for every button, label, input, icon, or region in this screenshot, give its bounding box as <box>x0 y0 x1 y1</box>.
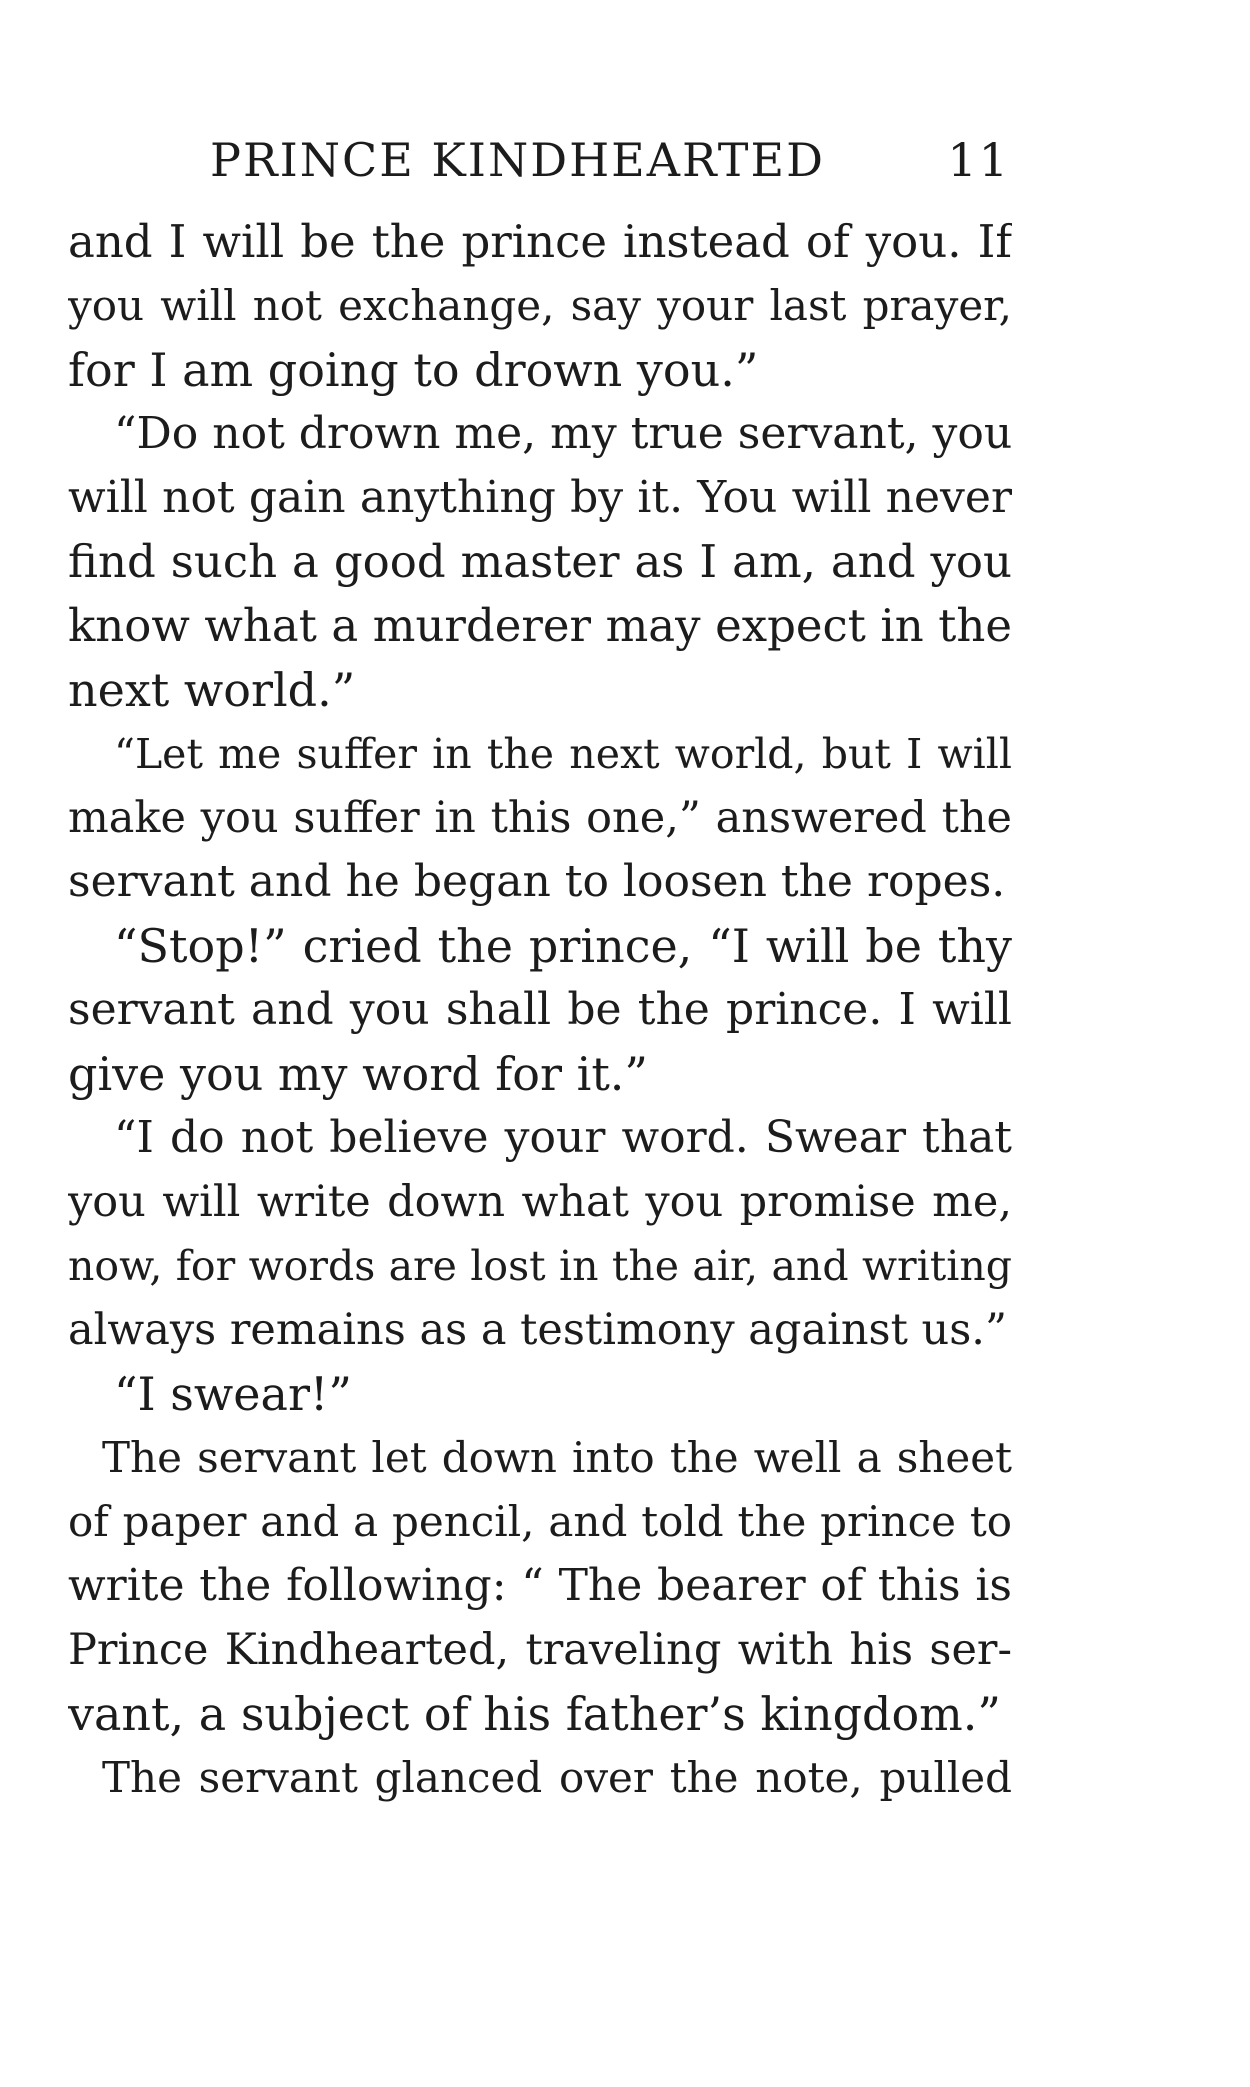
text-line: for I am going to drown you.” <box>68 343 759 397</box>
text-line: you will write down what you promise me, <box>68 1177 1012 1227</box>
text-body <box>68 210 1012 1810</box>
text-line: will not gain anything by it. You will never <box>68 472 1012 523</box>
text-line: “Stop!” cried the prince, “I will be thy <box>114 919 1012 973</box>
text-line: servant and he began to loosen the ropes. <box>68 856 1006 907</box>
text-line: write the following: “ The bearer of this is <box>68 1560 1012 1611</box>
page-number: 11 <box>947 133 1010 187</box>
text-line: know what a murderer may expect in the <box>68 599 1012 652</box>
text-line: make you suffer in this one,” answered the <box>68 793 1012 843</box>
text-line: “I swear!” <box>114 1367 352 1421</box>
text-line: give you my word for it.” <box>68 1047 648 1101</box>
text-line: “I do not believe your word. Swear that <box>114 1112 1012 1163</box>
text-line: vant, a subject of his father’s kingdom.” <box>68 1687 1001 1741</box>
text-line: servant and you shall be the prince. I will <box>68 984 1012 1035</box>
text-line: now, for words are lost in the air, and writing <box>68 1242 1012 1290</box>
running-head-title: PRINCE KINDHEARTED <box>210 133 825 187</box>
text-line: and I will be the prince instead of you. If <box>68 215 1012 268</box>
text-line: find such a good master as I am, and you <box>68 535 1012 588</box>
running-head <box>210 130 1010 190</box>
text-line: always remains as a testimony against us.” <box>68 1305 1007 1355</box>
text-line: “Let me suffer in the next world, but I will <box>114 730 1012 778</box>
text-line: of paper and a pencil, and told the prince to <box>68 1497 1012 1546</box>
text-line: Prince Kindhearted, traveling with his ser- <box>68 1625 1012 1675</box>
text-line: you will not exchange, say your last prayer, <box>68 281 1012 330</box>
text-line: The servant glanced over the note, pulled <box>102 1753 1012 1802</box>
text-line: “Do not drown me, my true servant, you <box>114 408 1012 459</box>
text-line: The servant let down into the well a sheet <box>102 1433 1012 1482</box>
text-line: next world.” <box>68 663 356 717</box>
